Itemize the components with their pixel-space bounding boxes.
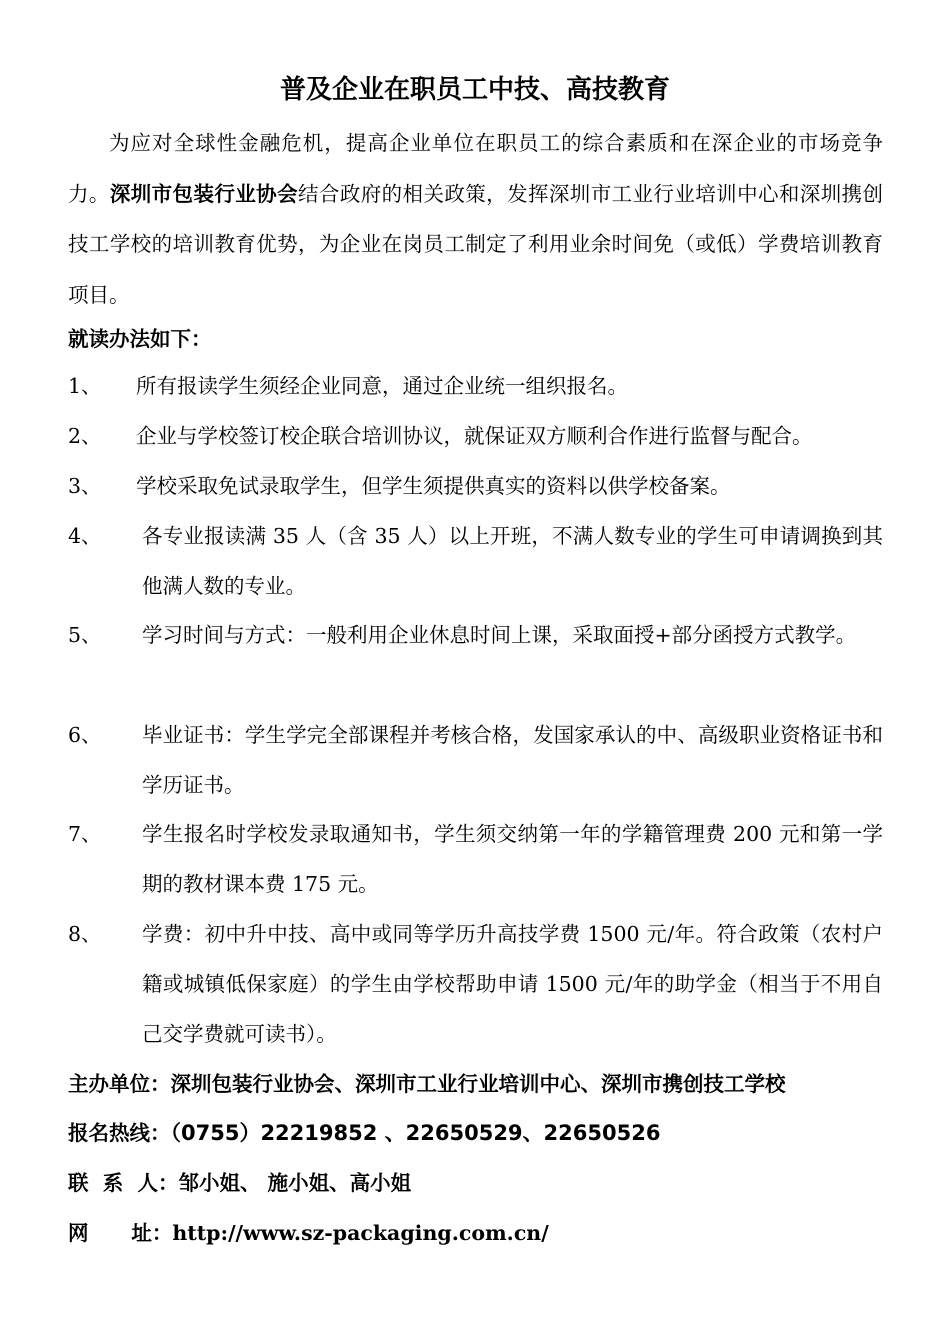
item-number: 6、 [68, 723, 102, 747]
intro-paragraph [68, 118, 883, 320]
organizer-line: 主办单位：深圳包装行业协会、深圳市工业行业培训中心、深圳市携创技工学校 [68, 1072, 786, 1096]
item-number: 1、 [68, 374, 102, 398]
item-text: 学生报名时学校发录取通知书，学生须交纳第一年的学籍管理费 200 元和第一学期的教材课本费 175 元。 [142, 822, 883, 896]
item-text: 毕业证书：学生学完全部课程并考核合格，发国家承认的中、高级职业资格证书和学历证书。 [142, 723, 883, 797]
intro-org-name: 深圳市包装行业协会 [109, 181, 298, 206]
item-number: 3、 [68, 474, 102, 498]
item-text: 学习时间与方式：一般利用企业休息时间上课，采取面授+部分函授方式教学。 [142, 623, 857, 647]
item-number: 4、 [68, 524, 102, 548]
rules-heading: 就读办法如下： [68, 327, 212, 351]
website-link[interactable]: http://www.sz-packaging.com.cn/ [172, 1221, 549, 1245]
website-label: 网 址： [68, 1221, 173, 1245]
intro-text-2: 结合政府的相关政策，发挥深圳市工业行业培训中心和深圳携创技工学校的培训教育优势，为企业在岗员工制定了利用业余时间免（或低）学费培训教育项目。 [68, 181, 884, 307]
contact-line: 联 系 人：邹小姐、 施小姐、高小姐 [68, 1171, 412, 1195]
item-text: 企业与学校签订校企联合培训协议，就保证双方顺利合作进行监督与配合。 [136, 424, 813, 448]
hotline-label: 报名热线： [68, 1121, 171, 1145]
item-text: 学校采取免试录取学生，但学生须提供真实的资料以供学校备案。 [136, 474, 731, 498]
item-number: 5、 [68, 623, 102, 647]
hotline-line [68, 1116, 660, 1150]
item-text: 各专业报读满 35 人（含 35 人）以上开班，不满人数专业的学生可申请调换到其他满人数的专业。 [142, 524, 883, 598]
item-number: 7、 [68, 822, 102, 846]
item-text: 学费：初中升中技、高中或同等学历升高技学费 1500 元/年。符合政策（农村户籍或城镇低保家庭）的学生由学校帮助申请 1500 元/年的助学金（相当于不用自己交学费就可读书）。 [142, 922, 883, 1046]
item-number: 8、 [68, 922, 102, 946]
document-title: 普及企业在职员工中技、高技教育 [279, 75, 670, 105]
item-number: 2、 [68, 424, 102, 448]
hotline-numbers: （0755）22219852 、22650529、22650526 [170, 1121, 661, 1145]
item-text: 所有报读学生须经企业同意，通过企业统一组织报名。 [136, 374, 628, 398]
intro-text-1: 为应对全球性金融危机，提高企业单位在职员工的综合素质和在深企业的市场竞争力。 [68, 131, 883, 206]
website-line [68, 1216, 549, 1250]
